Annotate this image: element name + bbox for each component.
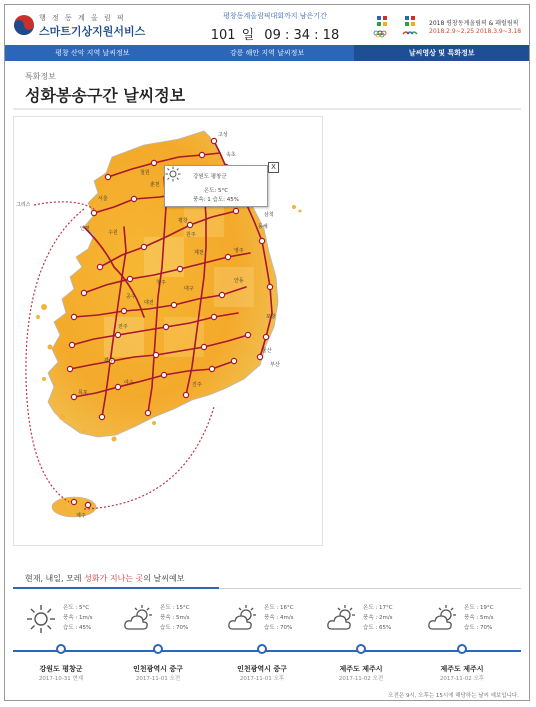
popup-wind-humid: 풍속: 1 습도: 45% — [193, 197, 239, 203]
map-label: 영주 — [234, 248, 244, 254]
page-title: 성화봉송구간 날씨정보 — [25, 86, 186, 105]
forecast-location: 강원도 평창군 — [39, 665, 83, 673]
forecast-values — [160, 603, 190, 633]
location-popup — [164, 163, 276, 207]
forecast-heading — [25, 573, 184, 584]
forecast-wind: 풍속 : 4m/s — [264, 615, 294, 621]
forecast-temp: 온도 : 16°C — [264, 605, 294, 611]
map-label: 속초 — [226, 152, 236, 158]
page-frame — [4, 4, 530, 701]
taegeuk-logo-icon — [13, 14, 35, 36]
map-label: 원주 — [186, 232, 196, 238]
forecast-temp: 온도 : 19°C — [464, 605, 494, 611]
map-label: 동해 — [258, 224, 268, 230]
map-label: 광주 — [104, 358, 114, 364]
forecast-temp: 온도 : 5°C — [63, 605, 90, 611]
torch-route-map[interactable] — [13, 116, 323, 546]
nav-coastal-weather[interactable]: 강릉 해안 지역 날씨정보 — [229, 49, 305, 57]
forecast-location: 인천광역시 중구 — [237, 665, 287, 673]
forecast-item[interactable] — [25, 603, 125, 643]
map-label: 목포 — [78, 390, 88, 396]
forecast-item[interactable] — [426, 603, 526, 643]
map-label: 안동 — [234, 278, 244, 284]
forecast-humid: 습도 : 70% — [160, 625, 189, 631]
forecast-time: 2017-11-01 오후 — [239, 676, 285, 682]
forecast-footnote: 오전은 9시, 오후는 15시에 해당하는 날씨 예보입니다. — [388, 693, 519, 699]
forecast-humid: 습도 : 70% — [264, 625, 293, 631]
forecast-temp: 온도 : 15°C — [160, 605, 190, 611]
forecast-time: 2017-11-01 오전 — [135, 676, 181, 682]
map-label: 청주 — [156, 280, 166, 286]
map-label: 대전 — [144, 300, 154, 306]
countdown-days: 101 — [210, 28, 236, 43]
timeline-dot[interactable] — [56, 644, 66, 654]
forecast-location: 제주도 제주시 — [339, 665, 383, 673]
forecast-wind: 풍속 : 5m/s — [160, 615, 190, 621]
map-label: 포항 — [266, 314, 276, 320]
map-label: 철원 — [140, 170, 150, 176]
forecast-temp: 온도 : 17°C — [363, 605, 393, 611]
olympic-dates: 2018.2.9~2.25 2018.3.9~3.18 — [429, 28, 522, 35]
map-label: 제천 — [194, 250, 204, 256]
main-nav — [5, 45, 529, 61]
forecast-values — [363, 603, 393, 633]
olympic-countdown — [205, 11, 345, 43]
map-label: 평창 — [178, 218, 188, 224]
forecast-time: 2017-11-02 오전 — [338, 676, 384, 682]
logo-subtitle: 행 정 동 계 올 림 픽 — [39, 14, 126, 22]
forecast-timeline — [13, 650, 521, 652]
forecast-location: 제주도 제주시 — [440, 665, 484, 673]
map-label: 부산 — [270, 362, 280, 368]
map-label: 수원 — [108, 230, 118, 236]
timeline-dot[interactable] — [457, 644, 467, 654]
map-label: 서울 — [98, 196, 108, 202]
forecast-heading-pre: 현재, 내일, 모레 — [25, 574, 85, 583]
forecast-wind: 풍속 : 5m/s — [464, 615, 494, 621]
forecast-location: 인천광역시 중구 — [133, 665, 183, 673]
map-label: 대구 — [184, 286, 194, 292]
countdown-clock: 09 : 34 : 18 — [264, 28, 340, 43]
forecast-time: 2017-11-02 오후 — [439, 676, 485, 682]
nav-mountain-weather[interactable]: 평창 산악 지역 날씨정보 — [55, 49, 130, 57]
forecast-humid: 습도 : 65% — [363, 625, 392, 631]
forecast-humid: 습도 : 45% — [63, 625, 92, 631]
paralympic-emblem-icon — [399, 14, 421, 38]
title-divider — [13, 108, 521, 110]
map-label: 인천 — [80, 226, 90, 232]
map-label: 제주 — [76, 513, 86, 519]
timeline-dot[interactable] — [356, 644, 366, 654]
forecast-item[interactable] — [122, 603, 222, 643]
forecast-values — [464, 603, 494, 633]
forecast-divider-accent — [13, 587, 219, 589]
map-label: 고성 — [218, 132, 228, 138]
map-label: 전주 — [118, 324, 128, 330]
map-label: 춘천 — [150, 182, 160, 188]
forecast-wind: 풍속 : 2m/s — [363, 615, 393, 621]
countdown-days-unit: 일 — [241, 28, 255, 43]
header — [5, 5, 529, 45]
timeline-dot[interactable] — [257, 644, 267, 654]
olympic-emblem-icon — [371, 14, 393, 38]
countdown-label: 평창동계올림픽대회까지 남은기간 — [223, 12, 327, 20]
olympic-title: 2018 평창동계올림픽 & 패럴림픽 — [429, 20, 519, 27]
forecast-item[interactable] — [325, 603, 425, 643]
forecast-values — [264, 603, 294, 633]
forecast-humid: 습도 : 70% — [464, 625, 493, 631]
forecast-heading-highlight: 성화가 지나는 곳 — [84, 574, 144, 583]
forecast-wind: 풍속 : 1m/s — [63, 615, 93, 621]
map-label: 울산 — [262, 348, 272, 354]
forecast-heading-post: 의 날씨예보 — [143, 574, 185, 583]
breadcrumb: 특화정보 — [25, 72, 56, 81]
forecast-item[interactable] — [226, 603, 326, 643]
map-label: 진주 — [192, 382, 202, 388]
map-label: 삼척 — [264, 212, 274, 218]
popup-close-button[interactable]: X — [268, 162, 279, 173]
popup-temp: 온도: 5°C — [203, 188, 229, 194]
map-label: 그리스 — [16, 202, 31, 208]
forecast-values — [63, 603, 93, 633]
popup-location: 강원도 평창군 — [193, 174, 227, 180]
forecast-time: 2017-10-31 현재 — [38, 676, 84, 682]
map-label: 공주 — [126, 294, 136, 300]
logo-title: 스마트기상지원서비스 — [39, 25, 146, 38]
timeline-dot[interactable] — [153, 644, 163, 654]
map-label: 여수 — [124, 380, 134, 386]
sunny-icon — [165, 166, 181, 182]
nav-video-special[interactable]: 날씨영상 및 특화정보 — [354, 45, 529, 61]
